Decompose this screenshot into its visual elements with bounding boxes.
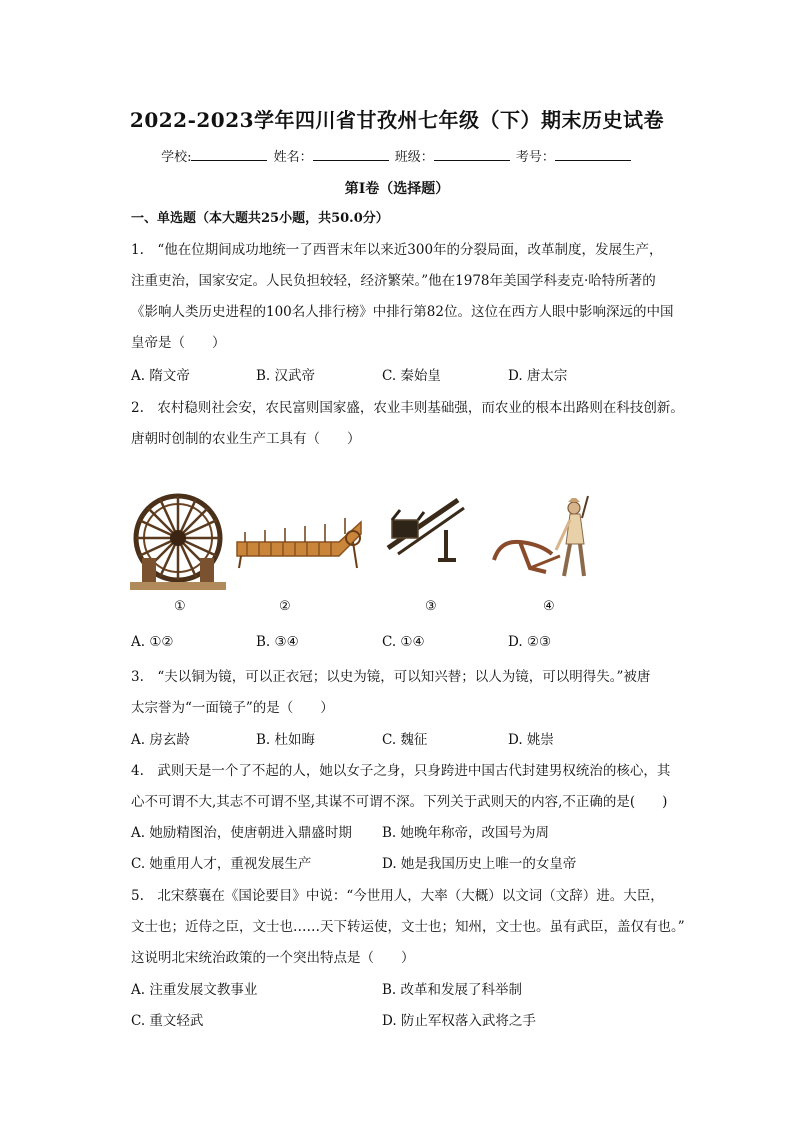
info-label-school: 学校: bbox=[161, 150, 192, 165]
name-blank bbox=[313, 148, 389, 161]
q2-option-c: C. ①④ bbox=[382, 634, 425, 650]
q1-option-a: A. 隋文帝 bbox=[131, 368, 190, 384]
q3-line: 太宗誉为“一面镜子”的是（ ） bbox=[131, 700, 334, 716]
info-label-exam-number: 考号： bbox=[515, 150, 555, 165]
q1-option-c: C. 秦始皇 bbox=[382, 368, 441, 384]
image-label-2: ② bbox=[279, 599, 291, 614]
q5-option-c: C. 重文轻武 bbox=[131, 1013, 204, 1029]
q5-line: 这说明北宋统治政策的一个突出特点是（ ） bbox=[131, 950, 415, 966]
q5-option-a: A. 注重发展文教事业 bbox=[131, 982, 258, 998]
q2-line: 2. 农村稳则社会安，农民富则国家盛，农业丰则基础强，而农业的根本出路则在科技创新。 bbox=[131, 400, 684, 416]
school-blank bbox=[191, 148, 267, 161]
q3-option-c: C. 魏征 bbox=[382, 732, 428, 748]
q3-option-b: B. 杜如晦 bbox=[256, 732, 316, 748]
q5-option-d: D. 防止军权落入武将之手 bbox=[382, 1013, 536, 1029]
info-label-name: 姓名： bbox=[273, 150, 313, 165]
q2-line: 唐朝时创制的农业生产工具有（ ） bbox=[131, 431, 361, 447]
image-label-4: ④ bbox=[543, 599, 555, 614]
q5-line: 5. 北宋蔡襄在《国论要目》中说：“今世用人，大率（大概）以文词（文辞）进。大臣， bbox=[131, 888, 664, 904]
q2-option-d: D. ②③ bbox=[508, 634, 552, 650]
q3-option-a: A. 房玄龄 bbox=[131, 732, 190, 748]
q1-line: 1. “他在位期间成功地统一了西晋末年以来近300年的分裂局面，改革制度，发展生产， bbox=[131, 242, 663, 258]
q4-option-a: A. 她励精图治，使唐朝进入鼎盛时期 bbox=[131, 825, 352, 841]
q2-option-b: B. ③④ bbox=[256, 634, 299, 650]
q1-line: 注重吏治，国家安定。人民负担较轻，经济繁荣。”他在1978年美国学科麦克·哈特所著的 bbox=[131, 273, 656, 289]
info-label-class: 班级： bbox=[394, 150, 434, 165]
square-pallet-chain-pump-icon bbox=[235, 512, 363, 570]
part-heading: 一、单选题（本大题共25小题，共50.0分） bbox=[131, 211, 389, 226]
q1-line: 皇帝是（ ） bbox=[131, 335, 226, 351]
q1-line: 《影响人类历史进程的100名人排行榜》中排行第82位。这位在西方人眼中影响深远的中国 bbox=[131, 304, 674, 320]
q3-line: 3. “夫以铜为镜，可以正衣冠；以史为镜，可以知兴替；以人为镜，可以明得失。”被唐 bbox=[131, 669, 651, 685]
q4-line: 心不可谓不大,其志不可谓不坚,其谋不可谓不深。下列关于武则天的内容,不正确的是( ) bbox=[131, 794, 668, 810]
section-title: 第I卷（选择题） bbox=[344, 181, 450, 197]
page-title: 2022-2023学年四川省甘孜州七年级（下）期末历史试卷 bbox=[129, 108, 665, 132]
q1-option-d: D. 唐太宗 bbox=[508, 368, 568, 384]
q2-option-a: A. ①② bbox=[131, 634, 174, 650]
q5-line: 文士也；近侍之臣，文士也……天下转运使，文士也；知州，文士也。虽有武臣，盖仅有也。” bbox=[131, 919, 685, 935]
q4-option-b: B. 她晚年称帝，改国号为周 bbox=[382, 825, 550, 841]
q4-option-d: D. 她是我国历史上唯一的女皇帝 bbox=[382, 856, 577, 872]
q3-option-d: D. 姚崇 bbox=[508, 732, 554, 748]
q4-line: 4. 武则天是一个了不起的人，她以女子之身，只身跨进中国古代封建男权统治的核心，其 bbox=[131, 763, 671, 779]
class-blank bbox=[434, 148, 510, 161]
q1-option-b: B. 汉武帝 bbox=[256, 368, 316, 384]
q4-option-c: C. 她重用人才，重视发展生产 bbox=[131, 856, 312, 872]
q5-option-b: B. 改革和发展了科举制 bbox=[382, 982, 523, 998]
curved-shaft-plough-icon bbox=[490, 494, 594, 580]
exam-number-blank bbox=[555, 148, 631, 161]
waterwheel-icon bbox=[130, 490, 226, 590]
tube-wheel-icon bbox=[384, 496, 466, 564]
image-label-3: ③ bbox=[425, 599, 437, 614]
student-info-row bbox=[0, 146, 794, 165]
image-label-1: ① bbox=[174, 599, 186, 614]
